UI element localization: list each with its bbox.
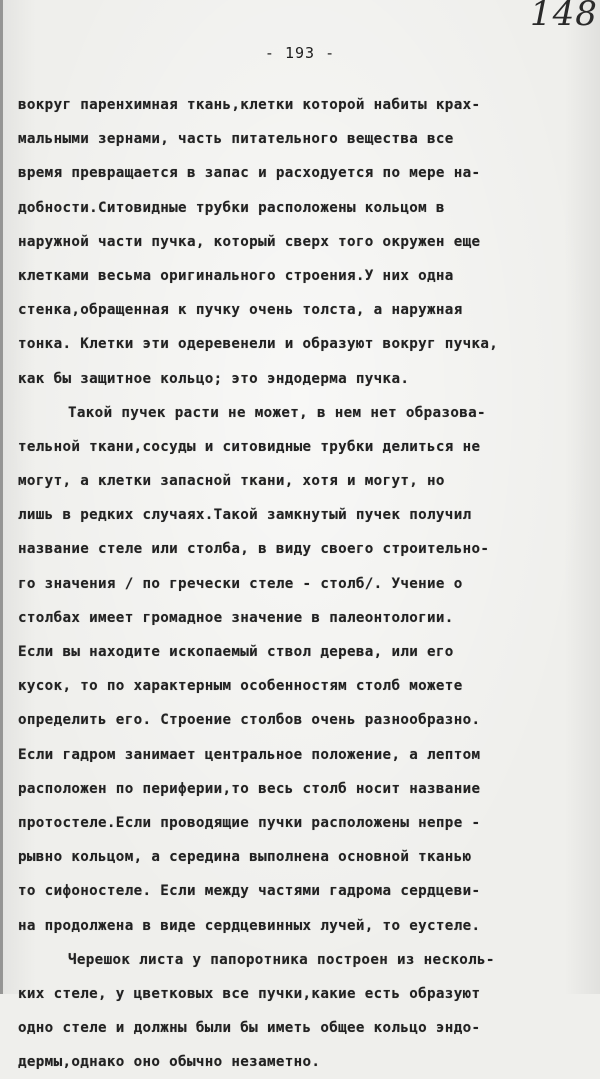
text-line: как бы защитное кольцо; это эндодерма пучка. (18, 370, 410, 387)
text-line: рывно кольцом, а середина выполнена основной тканью (18, 849, 472, 866)
text-line: одно стеле и должны были бы иметь общее кольцо эндо- (18, 1020, 481, 1037)
text-line: вокруг паренхимная ткань,клетки которой набиты крах- (18, 97, 481, 113)
text-line: тельной ткани,сосуды и ситовидные трубки делиться не (18, 438, 481, 455)
text-line: клетками весьма оригинального строения.У них одна (18, 267, 454, 284)
text-line: Если гадром занимает центральное положение, а лептом (18, 746, 481, 763)
text-line: на продолжена в виде сердцевинных лучей, то еустеле. (18, 917, 481, 934)
text-line: наружной части пучка, который сверх того окружен еще (18, 233, 481, 250)
text-line: ких стеле, у цветковых все пучки,какие есть образуют (18, 985, 481, 1002)
text-line: го значения / по гречески стеле - столб/. Учение о (18, 575, 463, 592)
page-left-edge (0, 0, 3, 994)
text-line: тонка. Клетки эти одеревенели и образуют вокруг пучка, (18, 336, 499, 353)
text-line: столбах имеет громадное значение в палеонтологии. (18, 609, 454, 626)
text-line: добности.Ситовидные трубки расположены кольцом в (18, 199, 445, 216)
text-line: мальными зернами, часть питательного вещества все (18, 131, 454, 148)
text-line: стенка,обращенная к пучку очень толста, а наружная (18, 302, 463, 319)
text-line: Если вы находите ископаемый ствол дерева, или его (18, 644, 454, 660)
text-line: протостеле.Если проводящие пучки расположены непре - (18, 814, 481, 831)
text-line: то сифоностеле. Если между частями гадрома сердцеви- (18, 883, 481, 900)
text-line: Такой пучек расти не может, в нем нет образова- (68, 404, 486, 421)
text-line: могут, а клетки запасной ткани, хотя и могут, но (18, 473, 445, 490)
text-line: время превращается в запас и расходуется по мере на- (18, 165, 481, 182)
text-line: определить его. Строение столбов очень разнообразно. (18, 712, 481, 729)
typewritten-text-body (18, 88, 588, 1079)
page-number: - 193 - (264, 44, 336, 62)
text-line: Черешок листа у папоротника построен из несколь- (68, 951, 495, 968)
text-line: кусок, то по характерным особенностям столб можете (18, 678, 463, 695)
text-line: название стеле или столба, в виду своего строительно- (18, 541, 490, 558)
text-line: расположен по периферии,то весь столб носит название (18, 780, 481, 797)
handwritten-folio-number: 148 (530, 0, 598, 34)
text-line: лишь в редких случаях.Такой замкнутый пучек получил (18, 507, 472, 524)
text-line: дермы,однако оно обычно незаметно. (18, 1054, 321, 1071)
